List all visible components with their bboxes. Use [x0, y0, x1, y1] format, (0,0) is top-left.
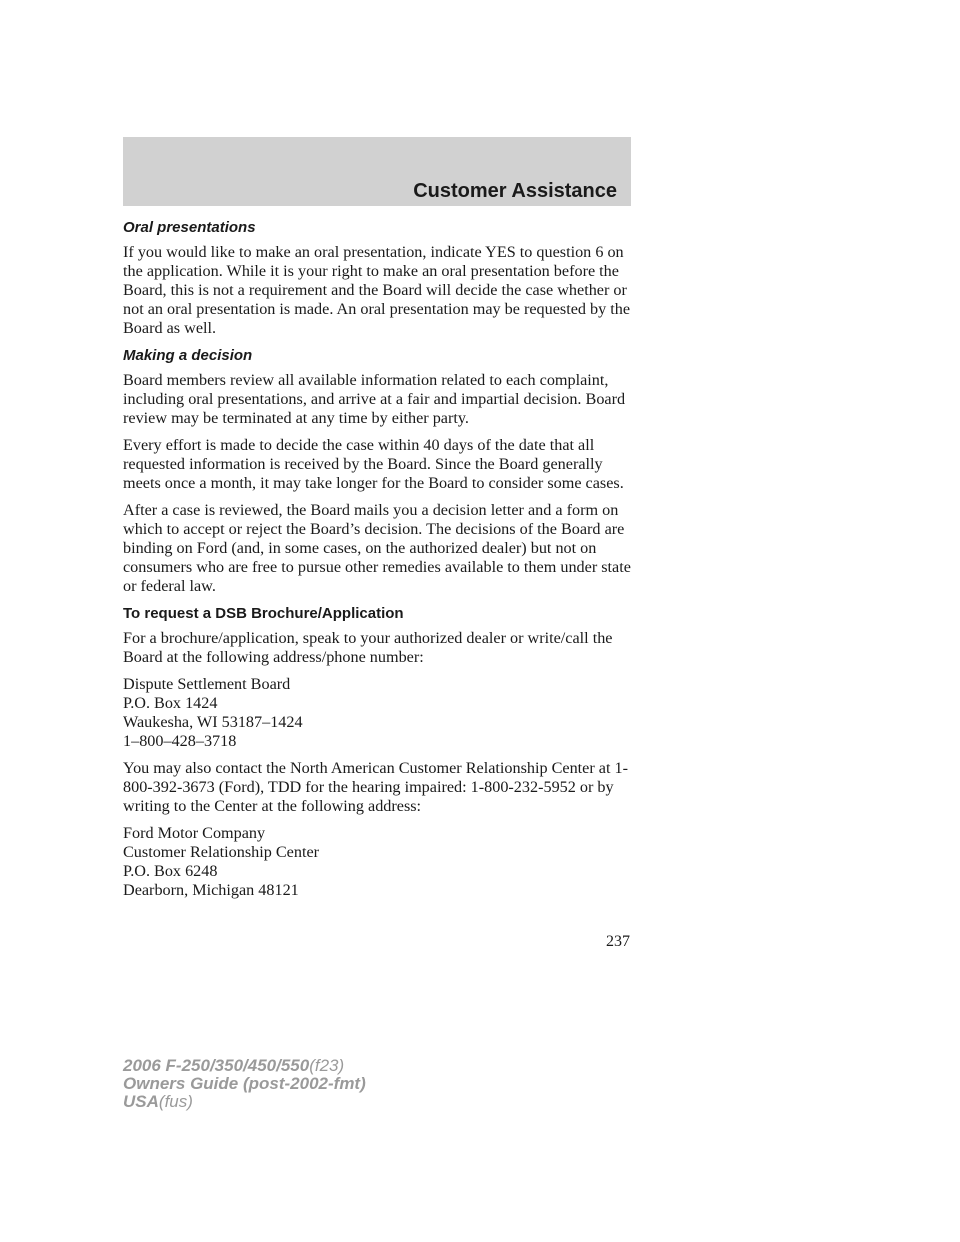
- address-line: Dispute Settlement Board: [123, 675, 291, 693]
- heading-request-brochure: To request a DSB Brochure/Application: [123, 605, 404, 622]
- address-line: Waukesha, WI 53187–1424: [123, 713, 303, 731]
- address-line: Ford Motor Company: [123, 824, 266, 842]
- address-dispute-settlement-board: [123, 675, 638, 751]
- heading-making-a-decision: Making a decision: [123, 347, 253, 364]
- header-band: [123, 137, 631, 206]
- address-ford-motor-company: [123, 824, 638, 900]
- page-number: 237: [606, 933, 630, 950]
- address-line: Customer Relationship Center: [123, 843, 320, 861]
- address-line: P.O. Box 1424: [123, 694, 218, 712]
- paragraph-decision-timing: Every effort is made to decide the case within 40 days of the date that all requested information is received by the Board. Since the Board generally meets once a month, it may take longer for the Board to consider some cases.: [123, 436, 624, 492]
- phone-number: 1–800–428–3718: [123, 732, 237, 750]
- section-title: Customer Assistance: [413, 180, 617, 202]
- page-content: [123, 218, 638, 908]
- footer-line-2: [123, 1075, 366, 1093]
- paragraph-decision-letter: After a case is reviewed, the Board mails you a decision letter and a form on which to accept or reject the Board’s decision. The decisions of the Board are binding on Ford (and, in some cases, on the authorized dealer) but not on consumers who are free to pursue other remedies available to them under state or federal law.: [123, 501, 631, 595]
- footer-region-code: (fus): [158, 1092, 193, 1111]
- address-line: Dearborn, Michigan 48121: [123, 881, 299, 899]
- footer-model: 2006 F-250/350/450/550: [123, 1056, 310, 1075]
- document-footer: [123, 1057, 366, 1111]
- paragraph-oral-presentations: If you would like to make an oral presentation, indicate YES to question 6 on the application. While it is your right to make an oral presentation before the Board, this is not a requirement and the Board will decide the case whether or not an oral presentation is made. An oral presentation may be requested by the Board as well.: [123, 243, 631, 337]
- footer-line-3: [123, 1093, 366, 1111]
- paragraph-board-review: Board members review all available information related to each complaint, including oral presentations, and arrive at a fair and impartial decision. Board review may be terminated at any time by either party.: [123, 371, 626, 427]
- footer-model-code: (f23): [309, 1056, 345, 1075]
- footer-region: USA: [123, 1092, 159, 1111]
- paragraph-brochure-intro: For a brochure/application, speak to your authorized dealer or write/call the Board at the following address/phone number:: [123, 629, 613, 666]
- paragraph-customer-relationship-center: You may also contact the North American Customer Relationship Center at 1-800-392-3673 (Ford), TDD for the hearing impaired: 1-800-232-5952 or by writing to the Center at the following address:: [123, 759, 629, 815]
- footer-line-1: [123, 1057, 366, 1075]
- heading-oral-presentations: Oral presentations: [123, 219, 256, 236]
- footer-guide: Owners Guide (post-2002-fmt): [123, 1074, 366, 1093]
- address-line: P.O. Box 6248: [123, 862, 218, 880]
